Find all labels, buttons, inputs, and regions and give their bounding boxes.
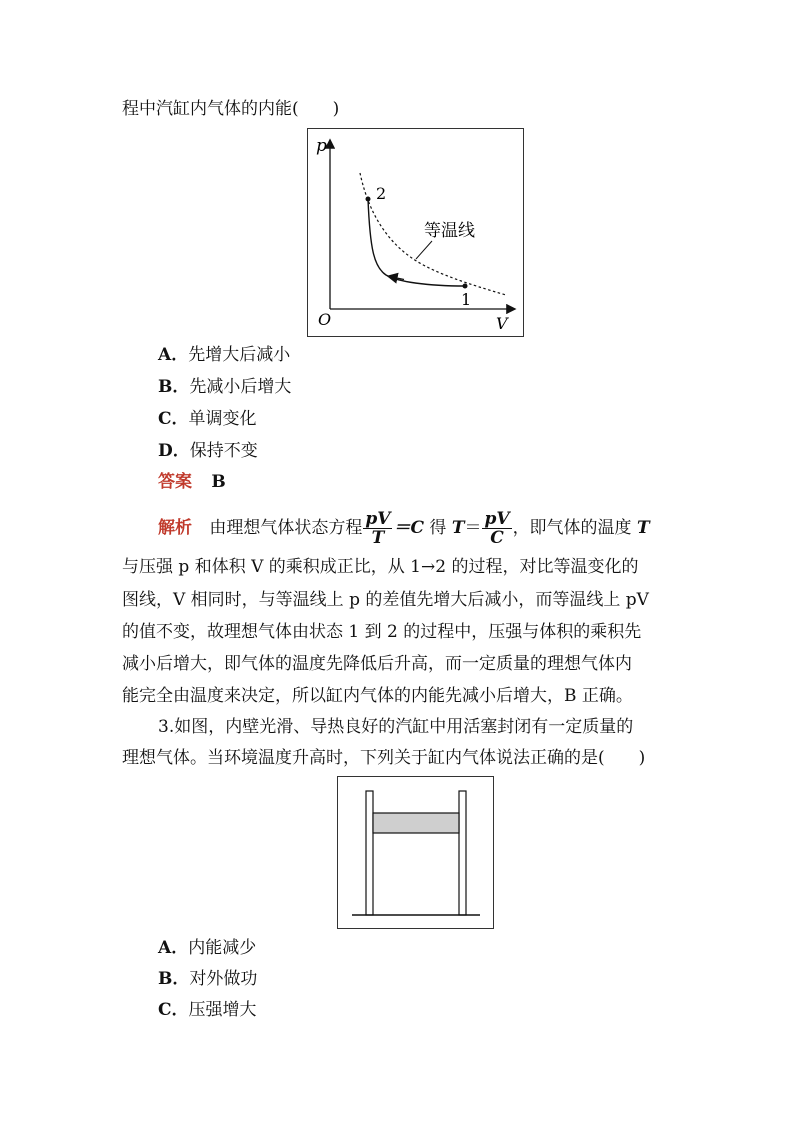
option-letter: D．: [158, 441, 190, 461]
q2-option-b: [158, 376, 291, 398]
option-letter: C．: [158, 409, 189, 429]
option-letter: C．: [158, 1000, 189, 1020]
option-text: 先减小后增大: [189, 377, 292, 397]
option-text: 内能减少: [188, 938, 257, 958]
cylinder-right-wall: [459, 791, 466, 915]
answer-label: 答案: [158, 472, 192, 492]
cylinder-figure: [337, 776, 494, 929]
point-2-label: 2: [376, 184, 387, 203]
fraction-denominator: C: [490, 528, 504, 548]
answer-line: [158, 471, 226, 493]
point-1-label: 1: [461, 290, 472, 309]
analysis-text: 得: [429, 518, 447, 538]
option-text: 单调变化: [188, 409, 257, 429]
option-text: 先增大后减小: [188, 345, 291, 365]
option-text: 对外做功: [189, 969, 258, 989]
variable-t: T: [636, 518, 650, 538]
fraction-pv-over-c: [482, 510, 511, 547]
analysis-line-3: 图线，V 相同时，与等温线上 p 的差值先增大后减小，而等温线上 pV: [122, 590, 649, 610]
q2-option-c: [158, 408, 257, 430]
point-1: [463, 284, 468, 289]
y-axis-label: p: [316, 136, 327, 156]
option-letter: B．: [158, 377, 190, 397]
option-text: 保持不变: [189, 441, 258, 461]
q3-stem-line-1: 3.如图，内壁光滑、导热良好的汽缸中用活塞封闭有一定质量的: [158, 717, 634, 737]
answer-value: B: [211, 472, 226, 492]
analysis-line-6: 能完全由温度来决定，所以缸内气体的内能先减小后增大，B 正确。: [122, 686, 633, 706]
q2-stem-tail: 程中汽缸内气体的内能( ): [122, 99, 340, 119]
piston: [373, 813, 459, 833]
option-text: 压强增大: [188, 1000, 257, 1020]
q3-option-c: [158, 999, 257, 1021]
origin-label: O: [318, 310, 332, 329]
fraction-denominator: T: [371, 528, 385, 548]
fraction-numerator: pV: [484, 509, 510, 529]
cylinder-svg: [338, 777, 493, 928]
analysis-text: 由理想气体状态方程: [209, 518, 363, 538]
point-2: [366, 197, 371, 202]
analysis-line-2: 与压强 p 和体积 V 的乘积成正比，从 1→2 的过程，对比等温变化的: [122, 557, 639, 577]
variable-t: T: [451, 518, 465, 538]
option-letter: B．: [158, 969, 190, 989]
equals-sign: ＝: [464, 518, 482, 538]
process-curve: [368, 199, 465, 286]
fraction-pv-over-t: [363, 510, 392, 547]
q3-stem-line-2: 理想气体。当环境温度升高时，下列关于缸内气体说法正确的是( ): [122, 748, 646, 768]
option-letter: A．: [158, 938, 189, 958]
q3-option-a: [158, 937, 256, 959]
x-axis-label: V: [496, 314, 508, 333]
equation-c: ＝C: [393, 518, 425, 538]
q3-option-b: [158, 968, 257, 990]
option-letter: A．: [158, 345, 189, 365]
fraction-numerator: pV: [365, 509, 391, 529]
analysis-line-4: 的值不变，故理想气体由状态 1 到 2 的过程中，压强与体积的乘积先: [122, 622, 642, 642]
analysis-label: 解析: [158, 518, 192, 538]
q2-option-d: [158, 440, 258, 462]
pv-diagram-svg: [308, 129, 523, 336]
analysis-line-5: 减小后增大，即气体的温度先降低后升高，而一定质量的理想气体内: [122, 654, 632, 674]
pv-diagram: [307, 128, 524, 337]
isotherm-label: 等温线: [424, 221, 475, 241]
analysis-text: ，即气体的温度: [512, 518, 632, 538]
q2-option-a: [158, 344, 290, 366]
analysis-line-1: [158, 508, 650, 548]
isotherm-leader: [416, 241, 432, 259]
cylinder-left-wall: [366, 791, 373, 915]
